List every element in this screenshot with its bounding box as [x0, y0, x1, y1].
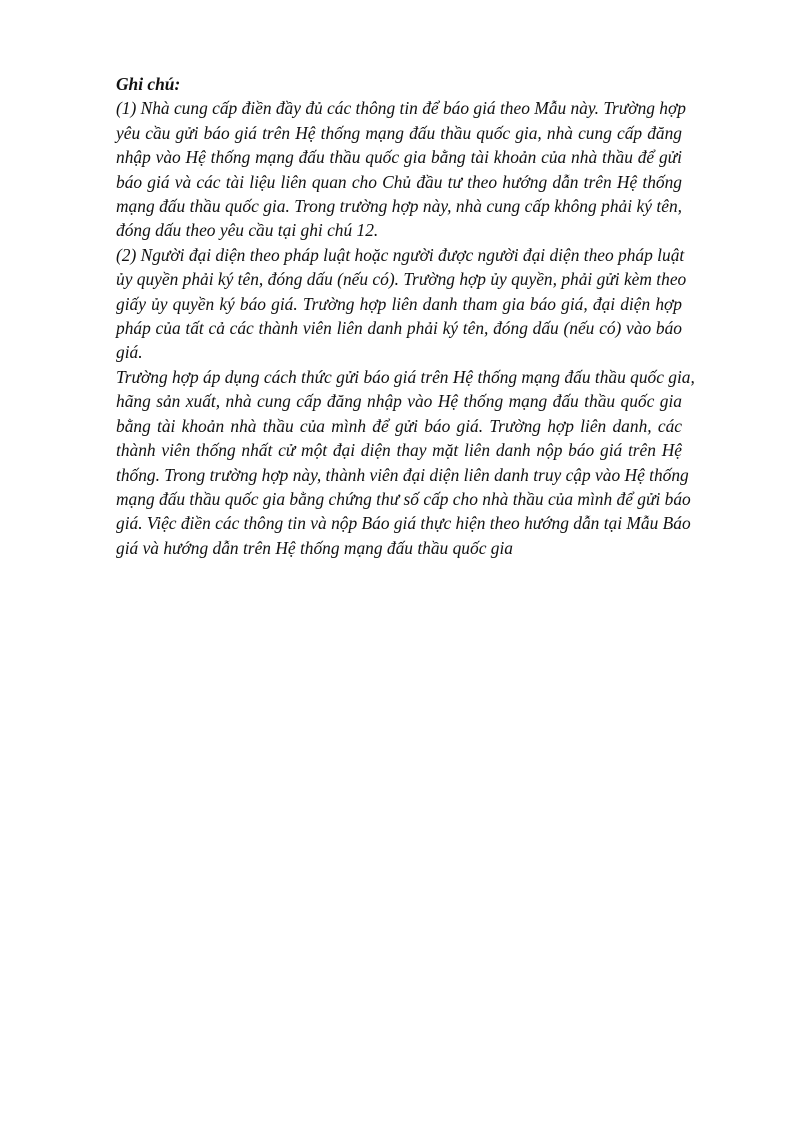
text-line: giá và hướng dẫn trên Hệ thống mạng đấu thầu quốc gia [116, 537, 513, 558]
text-line: yêu cầu gửi báo giá trên Hệ thống mạng đấu thầu quốc gia, nhà cung cấp đăng [116, 122, 682, 143]
text-line: Trường hợp áp dụng cách thức gửi báo giá trên Hệ thống mạng đấu thầu quốc gia, [116, 366, 695, 387]
text-line: giấy ủy quyền ký báo giá. Trường hợp liên danh tham gia báo giá, đại diện hợp [116, 293, 682, 314]
text-line: nhập vào Hệ thống mạng đấu thầu quốc gia bằng tài khoản của nhà thầu để gửi [116, 147, 682, 168]
text-line: thành viên thống nhất cử một đại diện thay mặt liên danh nộp báo giá trên Hệ [116, 440, 682, 461]
document-page [116, 72, 695, 560]
text-line: giá. [116, 342, 143, 363]
text-line: (2) Người đại diện theo pháp luật hoặc người được người đại diện theo pháp luật [116, 244, 685, 265]
text-line: ủy quyền phải ký tên, đóng dấu (nếu có). Trường hợp ủy quyền, phải gửi kèm theo [116, 269, 687, 290]
text-line: pháp của tất cả các thành viên liên danh phải ký tên, đóng dấu (nếu có) vào báo [116, 318, 682, 339]
text-line: bằng tài khoản nhà thầu của mình để gửi báo giá. Trường hợp liên danh, các [116, 415, 682, 436]
text-line: báo giá và các tài liệu liên quan cho Chủ đầu tư theo hướng dẫn trên Hệ thống [116, 171, 682, 192]
text-line: (1) Nhà cung cấp điền đầy đủ các thông tin để báo giá theo Mẫu này. Trường hợp [116, 98, 686, 119]
text-line: đóng dấu theo yêu cầu tại ghi chú 12. [116, 220, 379, 241]
text-line: mạng đấu thầu quốc gia. Trong trường hợp này, nhà cung cấp không phải ký tên, [116, 196, 682, 217]
text-line: mạng đấu thầu quốc gia bằng chứng thư số cấp cho nhà thầu của mình để gửi báo [116, 488, 691, 509]
notes-body [116, 96, 695, 560]
text-line: hãng sản xuất, nhà cung cấp đăng nhập vào Hệ thống mạng đấu thầu quốc gia [116, 391, 682, 412]
text-line: giá. Việc điền các thông tin và nộp Báo giá thực hiện theo hướng dẫn tại Mẫu Báo [116, 513, 691, 534]
text-line: thống. Trong trường hợp này, thành viên đại diện liên danh truy cập vào Hệ thống [116, 464, 689, 485]
notes-heading: Ghi chú: [116, 74, 181, 94]
